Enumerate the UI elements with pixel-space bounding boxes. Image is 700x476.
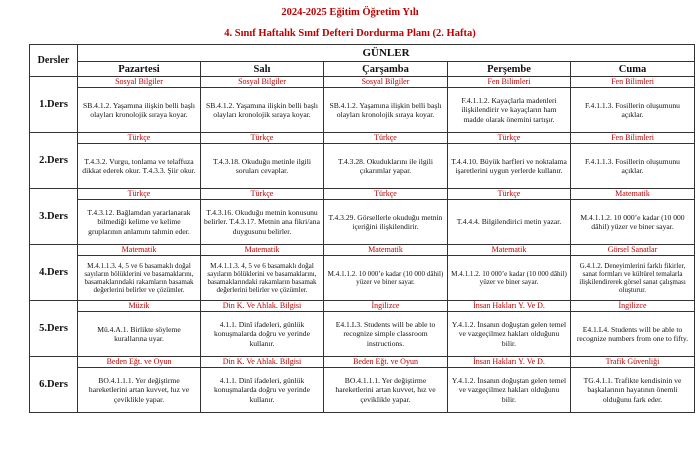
objective-text: T.4.4.10. Büyük harfleri ve noktalama işaretlerini uygun yerlerde kullanır. bbox=[448, 144, 571, 189]
subject-label: Türkçe bbox=[448, 133, 571, 144]
objective-text: F.4.1.1.2. Kayaçlarla madenleri ilişkilendirir ve kayaçların ham madde olarak önemini tartışır. bbox=[448, 88, 571, 133]
day-header-friday: Cuma bbox=[571, 62, 695, 77]
days-header: GÜNLER bbox=[78, 45, 695, 62]
page-title: 2024-2025 Eğitim Öğretim Yılı bbox=[281, 7, 419, 18]
subject-row bbox=[30, 245, 695, 256]
objective-text: T.4.3.18. Okuduğu metinle ilgili soruları cevaplar. bbox=[201, 144, 324, 189]
subject-row bbox=[30, 189, 695, 200]
subject-label: İnsan Hakları Y. Ve D. bbox=[448, 301, 571, 312]
subject-label: Matematik bbox=[571, 189, 695, 200]
subject-row bbox=[30, 301, 695, 312]
objective-text: T.4.3.12. Bağlamdan yararlanarak bilmediği kelime ve kelime gruplarının anlamını tahmin eder. bbox=[78, 200, 201, 245]
objective-text: Y.4.1.2. İnsanın doğuştan gelen temel ve vazgeçilmez hakları olduğunu bilir. bbox=[448, 368, 571, 413]
subject-row bbox=[30, 77, 695, 88]
subject-label: Türkçe bbox=[324, 133, 448, 144]
objective-text: E4.1.L4. Students will be able to recognize numbers from one to fifty. bbox=[571, 312, 695, 357]
page-subtitle: 4. Sınıf Haftalık Sınıf Defteri Dordurma Planı (2. Hafta) bbox=[224, 28, 476, 39]
objective-text: M.4.1.1.2. 10 000’e kadar (10 000 dâhil) yüzer ve biner sayar. bbox=[324, 256, 448, 301]
objective-text: TG.4.1.1. Trafikte kendisinin ve başkalarının hayatının önemli olduğunu fark eder. bbox=[571, 368, 695, 413]
subject-label: Din K. Ve Ahlak. Bilgisi bbox=[201, 357, 324, 368]
subject-row bbox=[30, 357, 695, 368]
objective-text: T.4.3.28. Okuduklarını ile ilgili çıkarımlar yapar. bbox=[324, 144, 448, 189]
objective-text: 4.1.1. Dinî ifadeleri, günlük konuşmalarda doğru ve yerinde kullanır. bbox=[201, 312, 324, 357]
content-row bbox=[30, 256, 695, 301]
lesson-label: 2.Ders bbox=[30, 133, 78, 189]
subject-label: Fen Bilimleri bbox=[448, 77, 571, 88]
objective-text: SB.4.1.2. Yaşamına ilişkin belli başlı olayları kronolojik sıraya koyar. bbox=[324, 88, 448, 133]
content-row bbox=[30, 144, 695, 189]
subject-label: İngilizce bbox=[571, 301, 695, 312]
day-header-thursday: Perşembe bbox=[448, 62, 571, 77]
lesson-label: 6.Ders bbox=[30, 357, 78, 413]
lesson-label: 1.Ders bbox=[30, 77, 78, 133]
subject-label: Türkçe bbox=[78, 189, 201, 200]
subject-label: Din K. Ve Ahlak. Bilgisi bbox=[201, 301, 324, 312]
subject-row bbox=[30, 133, 695, 144]
subject-label: Matematik bbox=[78, 245, 201, 256]
subject-label: Fen Bilimleri bbox=[571, 133, 695, 144]
lesson-label: 5.Ders bbox=[30, 301, 78, 357]
objective-text: T.4.4.4. Bilgilendirici metin yazar. bbox=[448, 200, 571, 245]
objective-text: E4.1.L3. Students will be able to recognize simple classroom instructions. bbox=[324, 312, 448, 357]
plan-body bbox=[30, 77, 695, 413]
objective-text: BO.4.1.1.1. Yer değiştirme hareketlerini artan kuvvet, hız ve çeviklikle yapar. bbox=[78, 368, 201, 413]
lesson-label: 3.Ders bbox=[30, 189, 78, 245]
objective-text: F.4.1.1.3. Fosillerin oluşumunu açıklar. bbox=[571, 144, 695, 189]
lessons-header: Dersler bbox=[30, 45, 78, 77]
content-row bbox=[30, 200, 695, 245]
content-row bbox=[30, 368, 695, 413]
subject-label: Beden Eğt. ve Oyun bbox=[78, 357, 201, 368]
subject-label: Türkçe bbox=[78, 133, 201, 144]
objective-text: BO.4.1.1.1. Yer değiştirme hareketlerini artan kuvvet, hız ve çeviklikle yapar. bbox=[324, 368, 448, 413]
objective-text: T.4.3.2. Vurgu, tonlama ve telaffuza dikkat ederek okur. T.4.3.3. Şiir okur. bbox=[78, 144, 201, 189]
objective-text: M.4.1.1.3. 4, 5 ve 6 basamaklı doğal sayıların bölüklerini ve basamaklarını, basamaklarındaki rakamların basamak değerlerini belirler ve çözümler. bbox=[78, 256, 201, 301]
lesson-label: 4.Ders bbox=[30, 245, 78, 301]
subject-label: Sosyal Bilgiler bbox=[324, 77, 448, 88]
subject-label: Türkçe bbox=[201, 133, 324, 144]
day-header-tuesday: Salı bbox=[201, 62, 324, 77]
subject-label: İnsan Hakları Y. Ve D. bbox=[448, 357, 571, 368]
subject-label: Müzik bbox=[78, 301, 201, 312]
subject-label: Sosyal Bilgiler bbox=[201, 77, 324, 88]
objective-text: SB.4.1.2. Yaşamına ilişkin belli başlı olayları kronolojik sıraya koyar. bbox=[201, 88, 324, 133]
objective-text: T.4.3.29. Görsellerle okuduğu metnin içeriğini ilişkilendirir. bbox=[324, 200, 448, 245]
subject-label: Sosyal Bilgiler bbox=[78, 77, 201, 88]
objective-text: 4.1.1. Dinî ifadeleri, günlük konuşmalarda doğru ve yerinde kullanır. bbox=[201, 368, 324, 413]
objective-text: M.4.1.1.2. 10 000’e kadar (10 000 dâhil) yüzer ve biner sayar. bbox=[448, 256, 571, 301]
objective-text: SB.4.1.2. Yaşamına ilişkin belli başlı olayları kronolojik sıraya koyar. bbox=[78, 88, 201, 133]
weekly-plan-table bbox=[29, 44, 695, 413]
subject-label: Türkçe bbox=[324, 189, 448, 200]
objective-text: G.4.1.2. Deneyimlerini farklı fikirler, sanat formları ve kültürel temalarla ilişkilendirerek görsel sanat çalışması oluşturur. bbox=[571, 256, 695, 301]
subject-label: Trafik Güvenliği bbox=[571, 357, 695, 368]
subject-label: Matematik bbox=[324, 245, 448, 256]
subject-label: Türkçe bbox=[201, 189, 324, 200]
subject-label: Beden Eğt. ve Oyun bbox=[324, 357, 448, 368]
objective-text: Mü.4.A.1. Birlikte söyleme kurallarına uyar. bbox=[78, 312, 201, 357]
day-header-wednesday: Çarşamba bbox=[324, 62, 448, 77]
day-header-monday: Pazartesi bbox=[78, 62, 201, 77]
content-row bbox=[30, 88, 695, 133]
subject-label: Fen Bilimleri bbox=[571, 77, 695, 88]
title-block bbox=[0, 0, 700, 40]
content-row bbox=[30, 312, 695, 357]
subject-label: Matematik bbox=[201, 245, 324, 256]
subject-label: İngilizce bbox=[324, 301, 448, 312]
subject-label: Görsel Sanatlar bbox=[571, 245, 695, 256]
subject-label: Türkçe bbox=[448, 189, 571, 200]
subject-label: Matematik bbox=[448, 245, 571, 256]
objective-text: M.4.1.1.3. 4, 5 ve 6 basamaklı doğal sayıların bölüklerini ve basamaklarını, basamaklarındaki rakamların basamak değerlerini belirler ve çözümler. bbox=[201, 256, 324, 301]
objective-text: T.4.3.16. Okuduğu metnin konusunu belirler. T.4.3.17. Metnin ana fikri/ana duygusunu belirler. bbox=[201, 200, 324, 245]
objective-text: F.4.1.1.3. Fosillerin oluşumunu açıklar. bbox=[571, 88, 695, 133]
objective-text: M.4.1.1.2. 10 000’e kadar (10 000 dâhil) yüzer ve biner sayar. bbox=[571, 200, 695, 245]
objective-text: Y.4.1.2. İnsanın doğuştan gelen temel ve vazgeçilmez hakları olduğunu bilir. bbox=[448, 312, 571, 357]
